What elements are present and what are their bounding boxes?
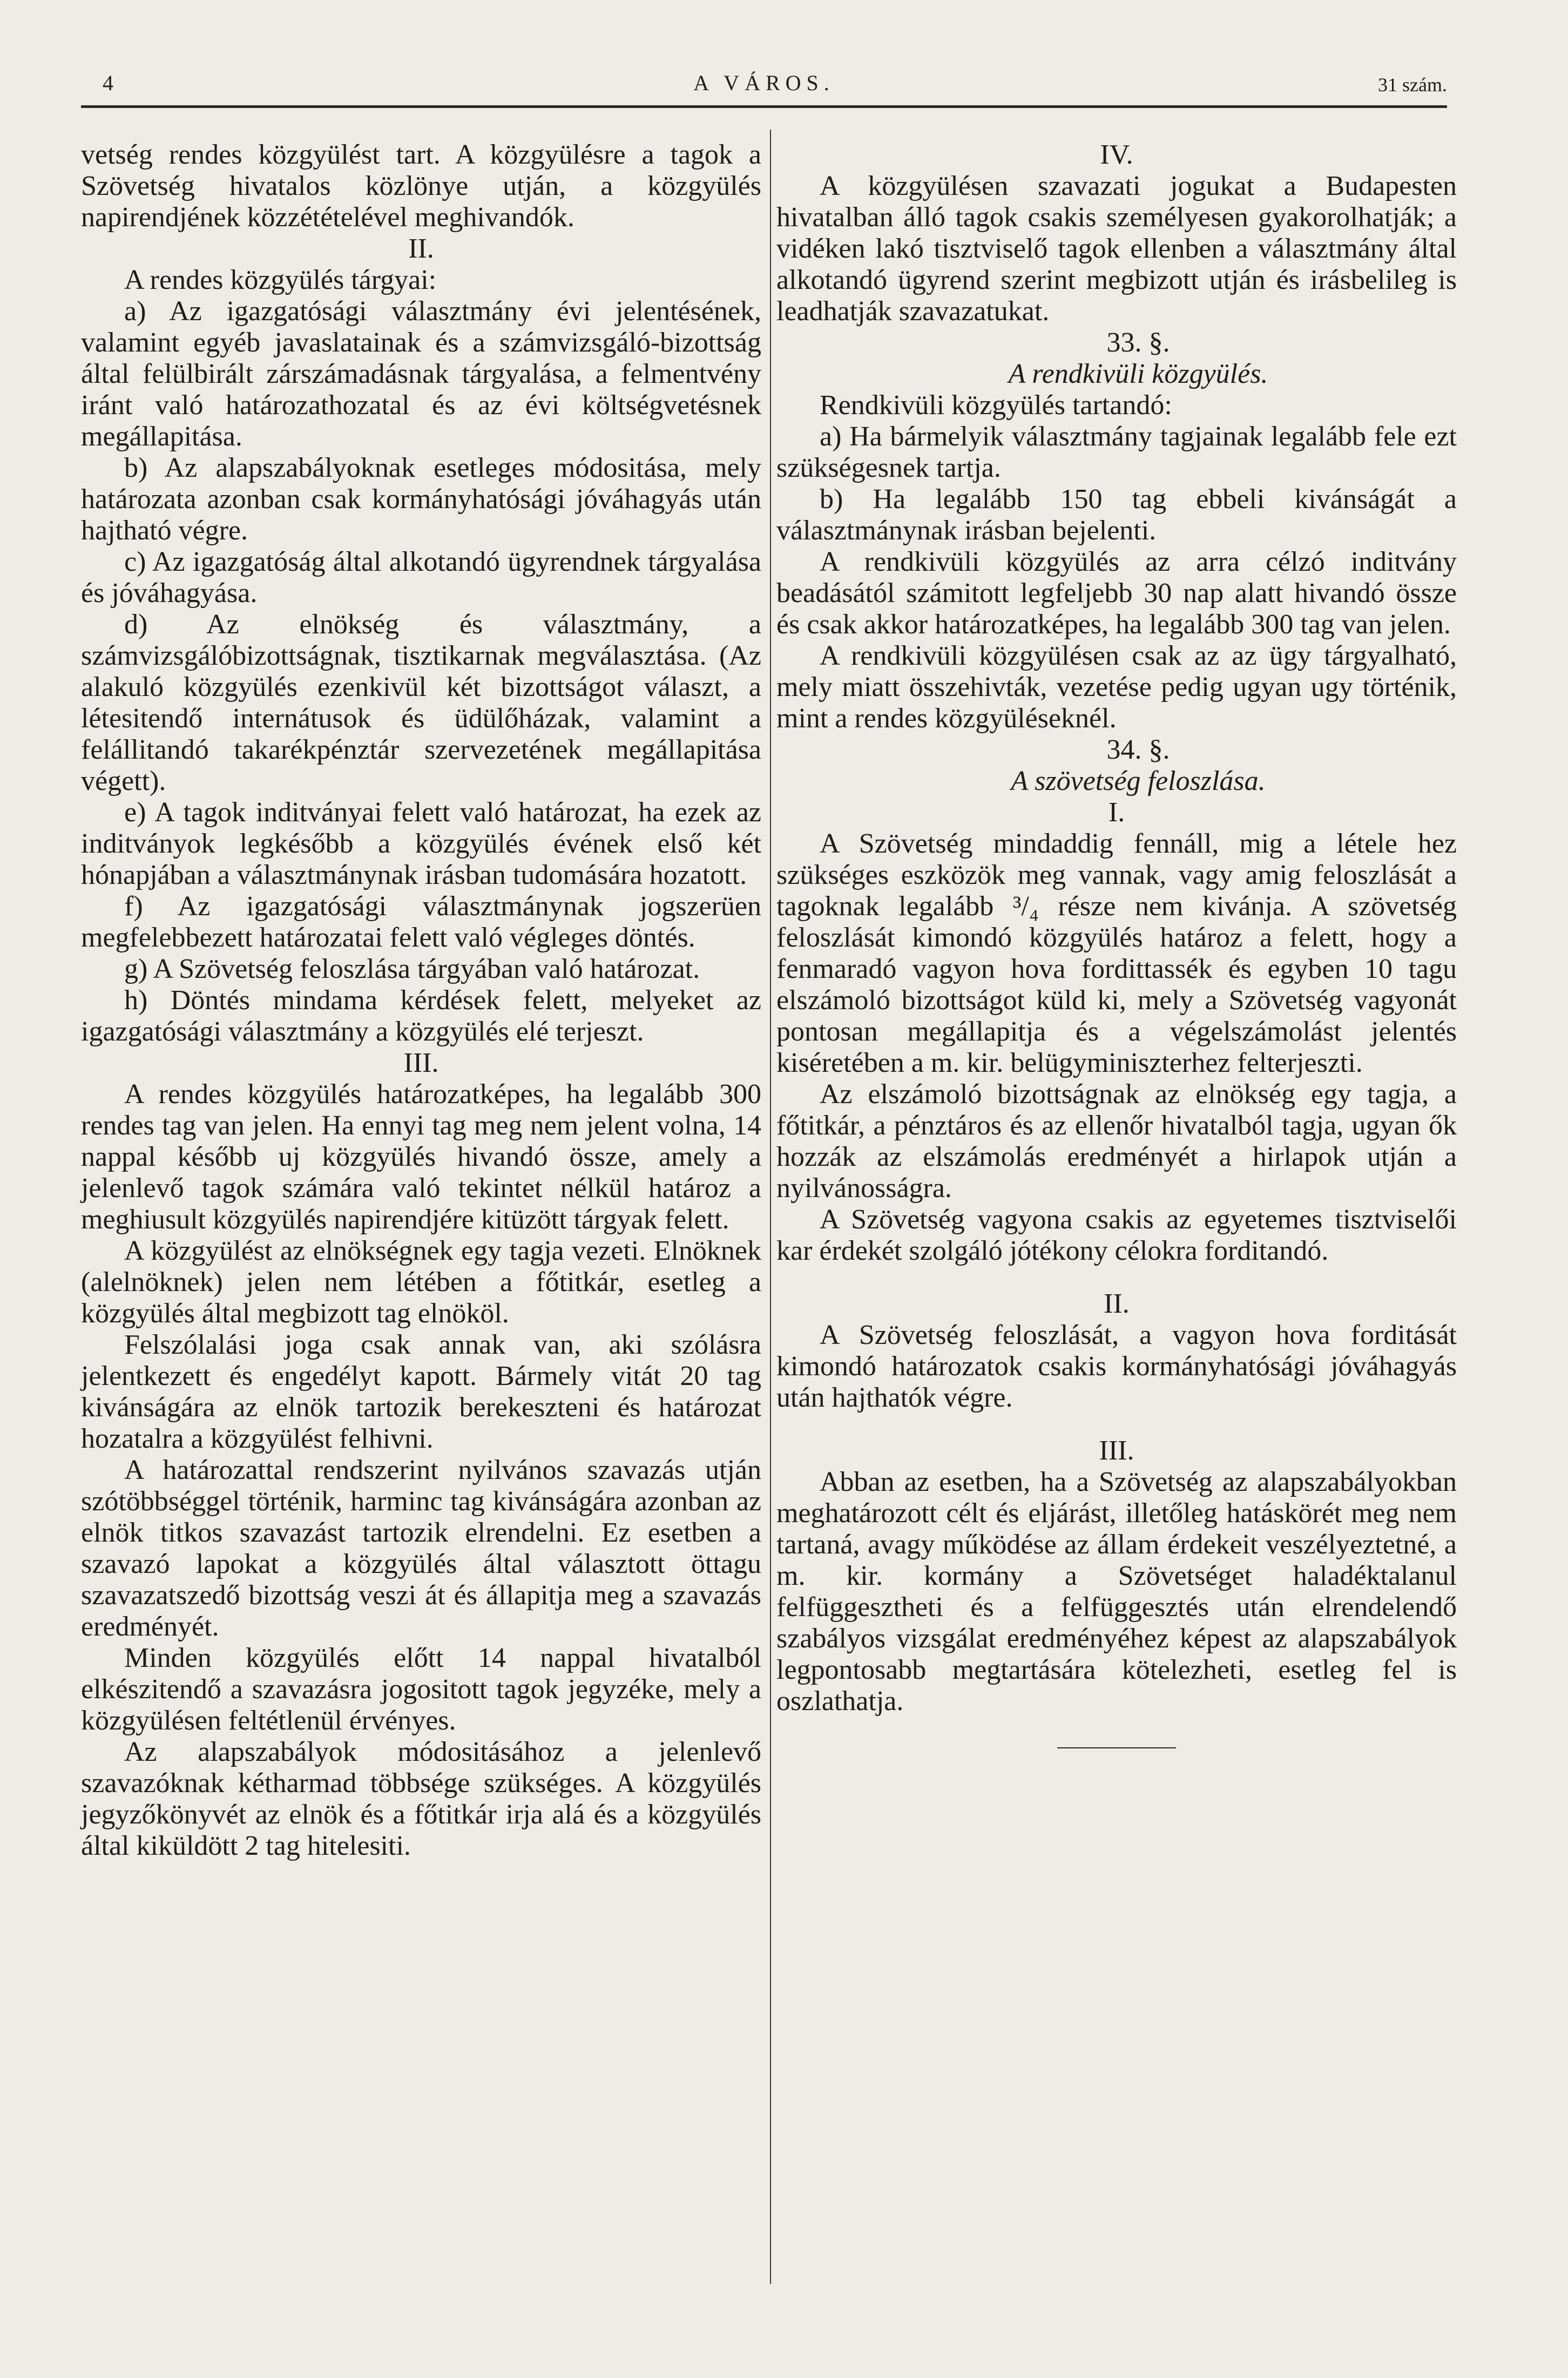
paragraph: A Szövetség feloszlását, a vagyon hova forditását kimondó határozatok csakis kormányhatósági jóváhagyás után hajthatók végre. [776, 1320, 1457, 1413]
paragraph: A rendkivüli közgyülésen csak az az ügy tárgyalható, mely miatt összehivták, vezetése pedig ugyan ugy történik, mint a rendes közgyüléseknél. [776, 640, 1457, 734]
page-number: 4 [103, 71, 113, 95]
paragraph: Minden közgyülés előtt 14 nappal hivatalból elkészitendő a szavazásra jogositott tagok jegyzéke, mely a közgyülésen feltétlenül érvényes. [81, 1643, 761, 1736]
page-header [81, 70, 1447, 103]
agenda-item-g: g) A Szövetség feloszlása tárgyában való határozat. [124, 954, 700, 984]
paragraph: A Szövetség vagyona csakis az egyetemes tisztviselői kar érdekét szolgáló jótékony célokra forditandó. [776, 1204, 1457, 1266]
section-lead: A rendes közgyülés tárgyai: [124, 265, 437, 295]
paragraph: Az elszámoló bizottságnak az elnökség egy tagja, a főtitkár, a pénztáros és az ellenőr hivatalból tagja, ugyan ők hozzák az elszámolás eredményét a hirlapok utján a nyilvánosságra. [776, 1079, 1457, 1204]
agenda-item-b: b) Az alapszabályoknak esetleges módositása, mely határozata azonban csak kormányhatósági jóváhagyás után hajtható végre. [81, 452, 761, 546]
paragraph: A rendkivüli közgyülés az arra célzó inditvány beadásától számitott legfeljebb 30 nap alatt hivandó össze és csak akkor határozatképes, ha legalább 300 tag van jelen. [776, 546, 1457, 640]
paragraph: Rendkivüli közgyülés tartandó: [820, 390, 1172, 421]
right-column [776, 139, 1457, 1748]
header-rule [81, 105, 1447, 108]
section-heading-2: II. [408, 233, 434, 264]
publication-title: A VÁROS. [693, 71, 835, 95]
agenda-item-a: a) Az igazgatósági választmány évi jelentésének, valamint egyéb javaslatainak és a számvizsgáló-bizottság által felülbirált zárszámadásnak tárgyalása, a felmentvény iránt való határozathozatal és az évi költségvetésnek megállapitása. [81, 296, 761, 452]
agenda-item-h: h) Döntés mindama kérdések felett, melyeket az igazgatósági választmány a közgyülés elé terjeszt. [81, 985, 761, 1047]
agenda-item-e: e) A tagok inditványai felett való határozat, ha ezek az inditványok legkésőbb a közgyülés évének első két hónapjában a választmánynak irásban tudomására hozatott. [81, 797, 761, 890]
paragraph-number-33: 33. §. [1106, 327, 1170, 358]
paragraph: A rendes közgyülés határozatképes, ha legalább 300 rendes tag van jelen. Ha ennyi tag meg nem jelent volna, 14 nappal később uj közgyülés hivandó össze, amely a jelenlevő tagok számára való tekintet nélkül határoz a meghiusult közgyülés napirendjére kitüzött tárgyak felett. [81, 1079, 761, 1235]
list-item: a) Ha bármelyik választmány tagjainak legalább fele ezt szükségesnek tartja. [776, 421, 1457, 483]
agenda-item-f: f) Az igazgatósági választmánynak jogszerüen megfelebbezett határozatai felett való végleges döntés. [81, 891, 761, 953]
section-heading-4: IV. [1100, 139, 1133, 170]
text-fragment: A Szövetség mindaddig fennáll, mig a létele hez szükséges eszközök meg vannak, vagy amig feloszlását a tagoknak legalább [776, 828, 1457, 922]
fraction: ³/₄ [1012, 891, 1039, 922]
list-item: b) Ha legalább 150 tag ebbeli kivánságát a választmánynak irásban bejelenti. [776, 484, 1457, 546]
agenda-item-d: d) Az elnökség és választmány, a számvizsgálóbizottságnak, tisztikarnak megválasztása. (Az alakuló közgyülés ezenkivül két bizottságot választ, a létesitendő internátusok és üdülőházak, valamint a felállitandó takarékpénztár szervezetének megállapitása végett). [81, 609, 761, 796]
paragraph: A közgyülésen szavazati jogukat a Budapesten hivatalban álló tagok csakis személyesen gyakorolhatják; a vidéken lakó tisztviselő tagok ellenben a választmány által alkotandó ügyrend szerint megbizott utján és irásbelileg is leadhatják szavazatukat. [776, 171, 1457, 327]
section-heading-34-3: III. [1099, 1435, 1134, 1466]
paragraph: Felszólalási joga csak annak van, aki szólásra jelentkezett és engedélyt kapott. Bármely vitát 20 tag kivánságára az elnök tartozik berekeszteni és határozat hozatalra a közgyülést felhivni. [81, 1329, 761, 1454]
paragraph: A közgyülést az elnökségnek egy tagja vezeti. Elnöknek (alelnöknek) jelen nem létében a főtitkár, esetleg a közgyülés által megbizott tag elnököl. [81, 1235, 761, 1329]
heading-34: A szövetség feloszlása. [1011, 766, 1266, 796]
heading-33: A rendkivüli közgyülés. [1008, 359, 1268, 389]
paragraph: Az alapszabályok módositásához a jelenlevő szavazóknak kétharmad többsége szükséges. A közgyülés jegyzőkönyvét az elnök és a főtitkár irja alá és a közgyülés által kiküldött 2 tag hitelesiti. [81, 1737, 761, 1861]
agenda-item-c: c) Az igazgatóság által alkotandó ügyrendnek tárgyalása és jóváhagyása. [81, 546, 761, 609]
issue-number: 31 szám. [1378, 74, 1447, 96]
column-divider [770, 130, 771, 2284]
section-heading-3: III. [403, 1048, 439, 1078]
left-column [81, 139, 761, 1862]
end-rule [1057, 1747, 1176, 1748]
paragraph [776, 828, 1457, 1079]
section-heading-34-1: I. [1108, 797, 1125, 828]
paragraph: Abban az esetben, ha a Szövetség az alapszabályokban meghatározott célt és eljárást, illetőleg hatáskörét meg nem tartaná, avagy működése az állam érdekeit veszélyeztetné, a m. kir. kormány a Szövetséget haladéktalanul felfüggesztheti és a felfüggesztés után elrendelendő szabályos vizsgálat eredményéhez képest az alapszabályok legpontosabb megtartására kötelezheti, esetleg fel is oszlathatja. [776, 1467, 1457, 1717]
paragraph-number-34: 34. §. [1106, 734, 1170, 765]
intro-paragraph: vetség rendes közgyülést tart. A közgyülésre a tagok a Szövetség hivatalos közlönye utján, a közgyülés napirendjének közzétételével meghivandók. [81, 139, 761, 233]
text-fragment: része nem kivánja. A szövetség feloszlását kimondó közgyülés határoz a felett, hogy a fenmaradó vagyon hova fordittassék és egyben 10 tagu elszámoló bizottságot küld ki, mely a Szövetség vagyonát pontosan megállapitja és a végelszámolást jelentés kiséretében a m. kir. belügyminiszterhez felterjeszti. [776, 891, 1457, 1078]
paragraph: A határozattal rendszerint nyilvános szavazás utján szótöbbséggel történik, harminc tag kivánságára azonban az elnök titkos szavazást tartozik elrendelni. Ez esetben a szavazó lapokat a közgyülés által választott öttagu szavazatszedő bizottság veszi át és állapitja meg a szavazás eredményét. [81, 1455, 761, 1642]
section-heading-34-2: II. [1104, 1288, 1130, 1319]
